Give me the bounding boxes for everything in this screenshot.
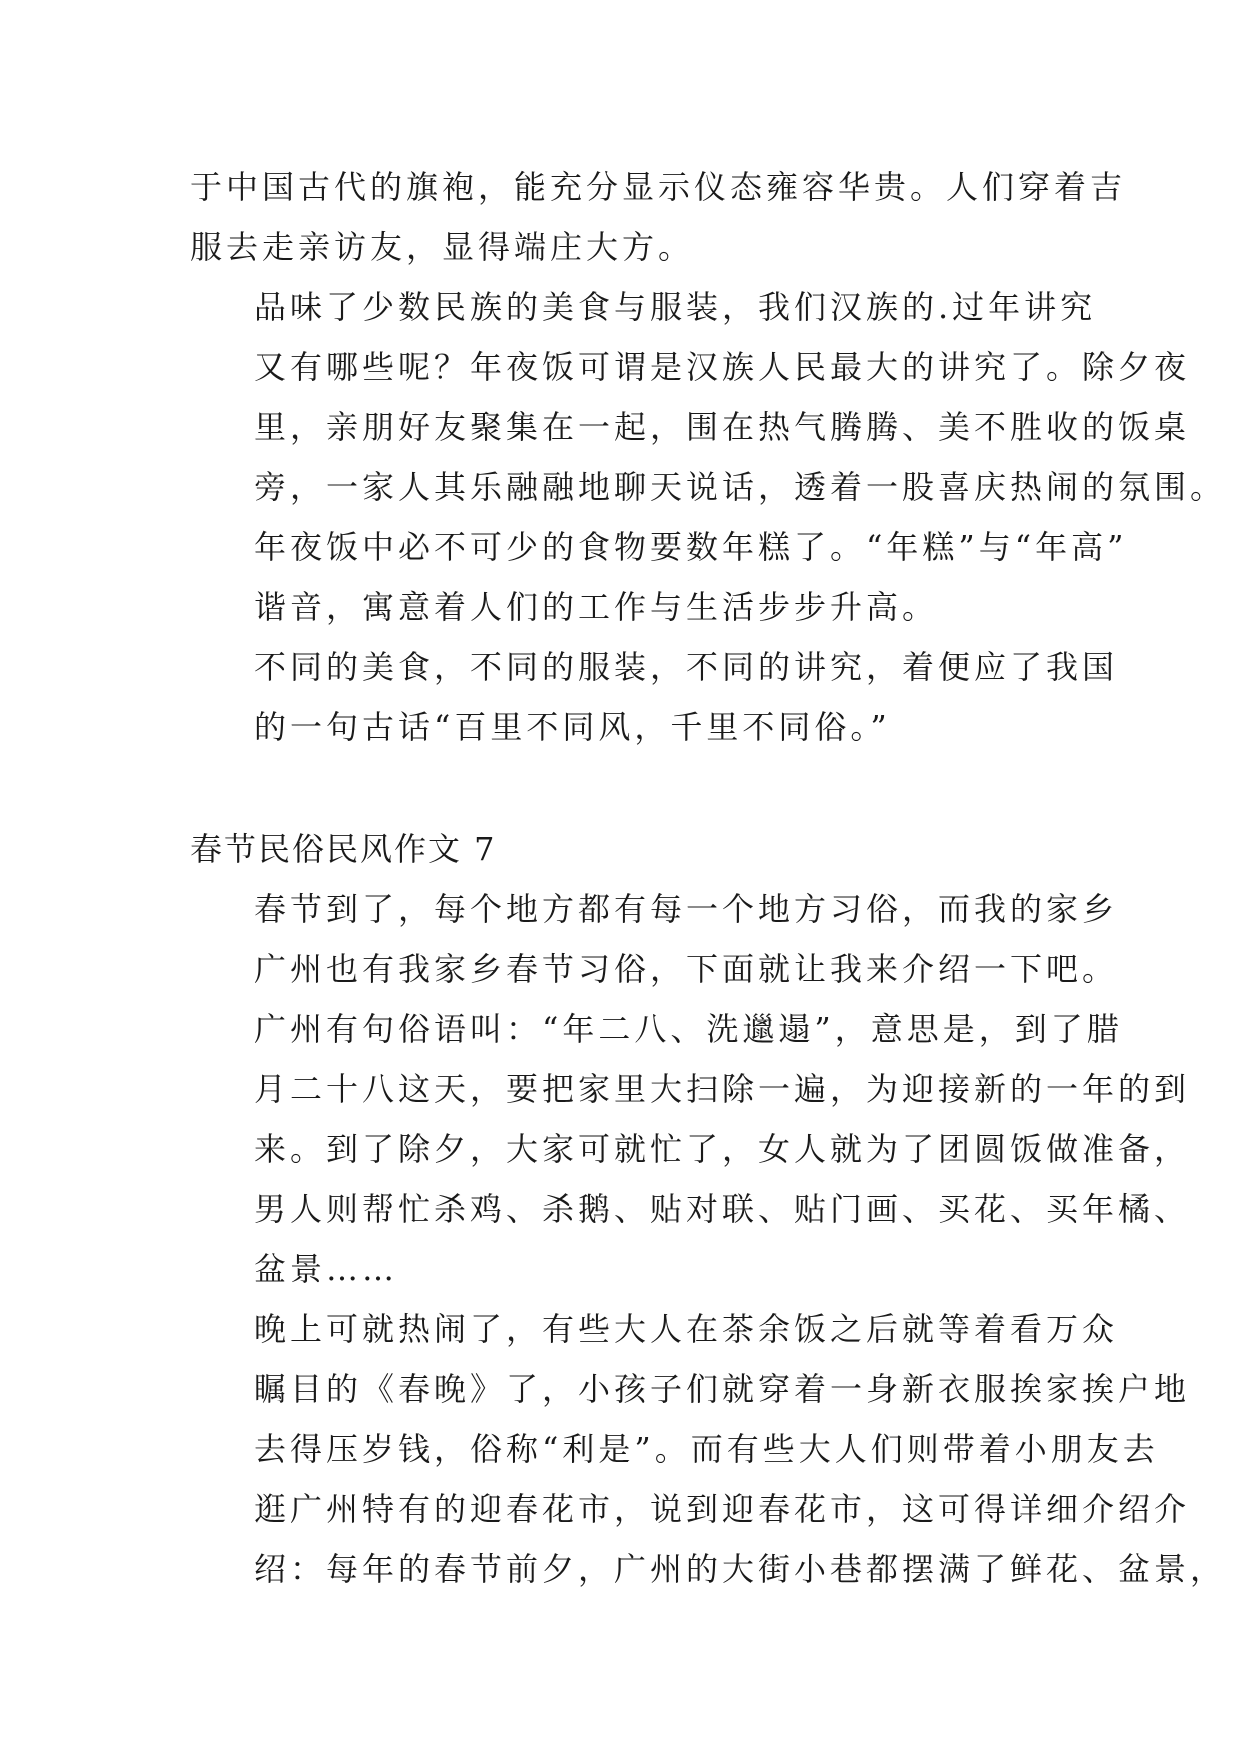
text-line: 的一句古话“百里不同风，千里不同俗。” [254, 708, 891, 746]
text-line: 来。到了除夕，大家可就忙了，女人就为了团圆饭做准备， [254, 1130, 1191, 1168]
text-line: 晚上可就热闹了，有些大人在茶余饭之后就等着看万众 [254, 1310, 1119, 1348]
text-line: 谐音，寓意着人们的工作与生活步步升高。 [254, 588, 939, 626]
text-line: 服去走亲访友，显得端庄大方。 [190, 228, 695, 266]
text-line: 绍：每年的春节前夕，广州的大街小巷都摆满了鲜花、盆景， [254, 1550, 1227, 1588]
text-line: 广州有句俗语叫：“年二八、洗邋遢”，意思是，到了腊 [254, 1010, 1123, 1048]
text-line: 春节到了，每个地方都有每一个地方习俗，而我的家乡 [254, 890, 1119, 928]
text-line: 于中国古代的旗袍，能充分显示仪态雍容华贵。人们穿着吉 [190, 168, 1127, 206]
paragraph-conclusion [190, 637, 1119, 757]
paragraph-continued [190, 157, 1127, 277]
section-heading: 春节民俗民风作文 7 [190, 830, 497, 868]
text-line: 男人则帮忙杀鸡、杀鹅、贴对联、贴门画、买花、买年橘、 [254, 1190, 1191, 1228]
text-line: 旁，一家人其乐融融地聊天说话，透着一股喜庆热闹的氛围。 [254, 468, 1227, 506]
text-line: 去得压岁钱，俗称“利是”。而有些大人们则带着小朋友去 [254, 1430, 1159, 1468]
text-line: 逛广州特有的迎春花市，说到迎春花市，这可得详细介绍介 [254, 1490, 1191, 1528]
text-line: 又有哪些呢？年夜饭可谓是汉族人民最大的讲究了。除夕夜 [254, 348, 1191, 386]
text-line: 里，亲朋好友聚集在一起，围在热气腾腾、美不胜收的饭桌 [254, 408, 1191, 446]
text-line: 盆景…… [254, 1250, 399, 1288]
text-line: 广州也有我家乡春节习俗，下面就让我来介绍一下吧。 [254, 950, 1119, 988]
paragraph-new-year-dinner [190, 277, 1227, 637]
text-line: 瞩目的《春晚》了，小孩子们就穿着一身新衣服挨家挨户地 [254, 1370, 1191, 1408]
paragraph-evening [190, 1299, 1227, 1599]
text-line: 不同的美食，不同的服装，不同的讲究，着便应了我国 [254, 648, 1119, 686]
text-line: 月二十八这天，要把家里大扫除一遍，为迎接新的一年的到 [254, 1070, 1191, 1108]
paragraph-intro [190, 879, 1119, 999]
text-line: 年夜饭中必不可少的食物要数年糕了。“年糕”与“年高” [254, 528, 1128, 566]
document-body [190, 157, 1227, 1599]
section-spacer [190, 757, 1060, 819]
text-line: 品味了少数民族的美食与服装，我们汉族的.过年讲究 [254, 288, 1097, 326]
paragraph-cleaning [190, 999, 1191, 1299]
